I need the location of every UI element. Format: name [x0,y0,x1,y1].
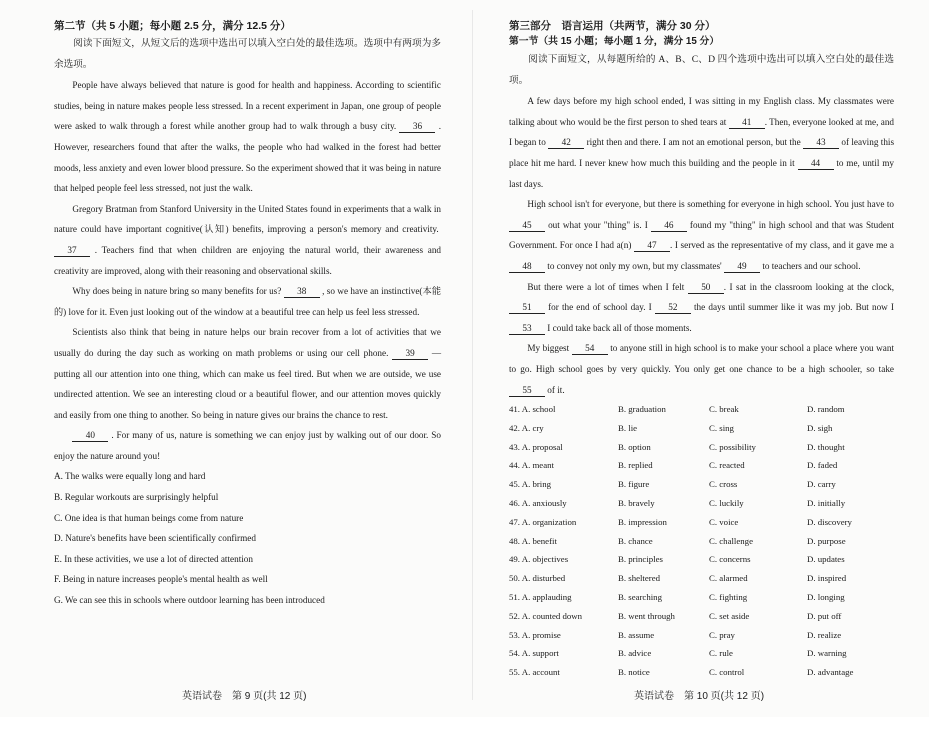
choice-c: C. fighting [709,592,748,603]
choice-d: D. discovery [807,516,852,527]
choice-d: D. updates [807,554,845,565]
choice-d: D. longing [807,592,845,603]
choice-b: B. principles [618,554,663,565]
blank-39: 39 [392,347,428,360]
choice-row-45 [509,475,894,494]
text: out what your "thing" is. I [548,219,648,230]
blank-41: 41 [729,116,765,129]
choice-a: 49. A. objectives [509,554,569,565]
text: . I served as the representative of my class, and it gave me a [670,240,894,251]
choice-c: C. possibility [709,441,756,452]
choice-a: 44. A. meant [509,460,554,471]
part-heading: 第三部分 语言运用（共两节，满分 30 分） [509,20,716,32]
choice-row-53 [509,626,894,645]
page-footer-9: 英语试卷 第 9 页(共 12 页) [182,691,307,702]
choice-row-44 [509,456,894,475]
choice-row-55 [509,663,894,682]
choice-row-54 [509,644,894,663]
choice-a: 51. A. applauding [509,592,572,603]
text: right then and there. I am not an emotional person, but the [586,137,801,148]
blank-42: 42 [548,136,584,149]
choice-a: 54. A. support [509,648,559,659]
blank-48: 48 [509,260,545,273]
text: My biggest [527,343,570,354]
choice-b: B. replied [618,460,653,471]
text: to anyone still in high school is to make your school a place where you want to go. High school goes by very quickly. You only get one chance to be a high schooler, so take [509,343,895,374]
blank-50: 50 [688,281,724,294]
section-heading: 第二节（共 5 小题；每小题 2.5 分，满分 12.5 分） [54,20,291,32]
text: I could take back all of those moments. [547,322,692,333]
section-heading: 第一节（共 15 小题；每小题 1 分，满分 15 分） [509,36,720,47]
choice-a: 55. A. account [509,667,560,678]
page-divider [472,10,473,700]
choice-b: B. graduation [618,404,666,415]
choice-b: B. notice [618,667,650,678]
text: A few days before my high school ended, I was sitting in my English class. My classmates were talking about who would be the first person to shed tears at [509,96,894,127]
paragraph-2 [509,194,894,276]
paragraph-2 [54,199,441,281]
choice-c: C. rule [709,648,733,659]
choice-a: 45. A. bring [509,479,552,490]
choice-d: D. random [807,404,845,415]
blank-37: 37 [54,244,90,257]
choice-row-52 [509,607,894,626]
text: found my "thing" in high school and that was Student Government. For once I had a(n) [509,219,895,251]
text: to convey not only my own, but my classmates' [547,260,722,271]
choice-a: 41. A. school [509,404,556,415]
text: , so we have an instinctive(本能的) love for it. Even just looking out of the window at a beautiful tree can help us feel less stressed. [54,286,442,317]
option-g: G. We can see this in schools where outdoor learning has been introduced [54,595,325,606]
choice-b: B. option [618,441,651,452]
page-footer-10: 英语试卷 第 10 页(共 12 页) [634,691,765,702]
text: Gregory Bratman from Stanford University in the United States found in experiments that a walk in nature could have important cognitive(认知) benefits, improving a person's memory and creativity. [54,203,441,235]
text: But there were a lot of times when I felt [527,281,685,292]
choice-b: B. chance [618,535,653,546]
text: . However, researchers found that after the walks, the people who had walked in the forest had better moods, less anxiety and even lower blood pressure. So the experiment showed that it was being in nature that helped people feel less stressed, not just the walk. [54,121,441,194]
blank-45: 45 [509,219,545,232]
text: High school isn't for everyone, but there is something for everyone in high school. You just have to [527,199,894,210]
paragraph-1 [54,75,441,199]
choice-b: B. lie [618,422,638,433]
choice-c: C. sing [709,422,734,433]
paragraph-3 [509,277,894,339]
choice-b: B. went through [618,610,675,621]
choice-c: C. luckily [709,498,744,509]
choice-d: D. carry [807,479,836,490]
text: the days until summer like it was my job. But now I [694,302,894,313]
choice-d: D. realize [807,629,842,640]
choice-a: 42. A. cry [509,422,544,433]
choice-c: C. reacted [709,460,745,471]
choice-d: D. thought [807,441,845,452]
paragraph-4 [509,338,894,400]
blank-54: 54 [572,342,608,355]
blank-49: 49 [724,260,760,273]
choice-b: B. impression [618,516,667,527]
choice-row-50 [509,569,894,588]
text: for the end of school day. I [548,302,652,313]
choice-row-51 [509,588,894,607]
choice-b: B. bravely [618,498,655,509]
choice-row-49 [509,550,894,569]
paragraph-3 [54,281,441,322]
option-list [54,466,441,610]
blank-55: 55 [509,384,545,397]
choice-d: D. sigh [807,422,833,433]
blank-51: 51 [509,301,545,314]
choice-row-48 [509,532,894,551]
blank-36: 36 [399,120,435,133]
choice-b: B. assume [618,629,655,640]
choice-b: B. figure [618,479,650,490]
choice-d: D. faded [807,460,838,471]
blank-46: 46 [651,219,687,232]
choice-a: 48. A. benefit [509,535,557,546]
choice-d: D. advantage [807,667,854,678]
instruction: 阅读下面短文，从每题所给的 A、B、C、D 四个选项中选出可以填入空白处的最佳选项。 [509,54,894,86]
choice-row-43 [509,438,894,457]
choice-row-46 [509,494,894,513]
choice-d: D. put off [807,610,842,621]
text: People have always believed that nature is good for health and happiness. According to scientific studies, being in nature makes people less stressed. In a recent experiment in Japan, one group of people were asked to walk through a forest while another group had to walk through a busy city. [54,80,441,132]
choice-row-42 [509,419,894,438]
paragraph-4 [54,322,441,425]
choice-table [509,400,894,682]
option-c: C. One idea is that human beings come from nature [54,512,244,523]
option-b: B. Regular workouts are surprisingly helpful [54,492,219,503]
paragraph-1 [509,91,894,194]
choice-d: D. initially [807,498,846,509]
choice-d: D. warning [807,648,847,659]
option-f: F. Being in nature increases people's mental health as well [54,574,268,585]
choice-c: C. pray [709,629,735,640]
option-d: D. Nature's benefits have been scientifically confirmed [54,533,256,544]
text: — putting all our attention into one thing, which can make us feel tired. But when we are outside, we use undirected attention. We see an interesting cloud or a beautiful flower, and our attention moves quickly and easily from one thing to another. So being in nature gives our brains the chance to rest. [54,347,441,420]
choice-a: 50. A. disturbed [509,573,566,584]
page-10 [509,18,894,735]
blank-38: 38 [284,285,320,298]
text: . Then, everyone looked at me, and I began to [509,116,895,148]
choice-a: 52. A. counted down [509,610,583,621]
choice-c: C. cross [709,479,738,490]
option-e: E. In these activities, we use a lot of directed attention [54,553,253,564]
blank-47: 47 [634,239,670,252]
choice-c: C. set aside [709,610,750,621]
choice-a: 47. A. organization [509,516,577,527]
option-a: A. The walks were equally long and hard [54,471,206,482]
choice-a: 43. A. proposal [509,441,563,452]
text: . I sat in the classroom looking at the clock, [723,281,895,292]
choice-row-47 [509,513,894,532]
choice-c: C. concerns [709,554,751,565]
blank-43: 43 [803,136,839,149]
choice-c: C. control [709,667,745,678]
text: to me, until my last days. [509,157,895,189]
choice-b: B. searching [618,592,662,603]
choice-a: 46. A. anxiously [509,498,567,509]
choice-c: C. challenge [709,535,753,546]
text: of it. [547,384,565,395]
choice-d: D. inspired [807,573,847,584]
choice-a: 53. A. promise [509,629,561,640]
text: . For many of us, nature is something we can enjoy just by walking out of our door. So enjoy the nature around you! [54,430,441,461]
instruction: 阅读下面短文，从短文后的选项中选出可以填入空白处的最佳选项。选项中有两项为多余选项。 [54,38,441,70]
blank-44: 44 [798,157,834,170]
text: . Teachers find that when children are enjoying the natural world, their awareness and creativity are improved, along with their reasoning and observational skills. [54,244,442,276]
paragraph-5 [54,425,441,466]
choice-c: C. voice [709,516,739,527]
blank-40: 40 [72,429,108,442]
choice-row-41 [509,400,894,419]
choice-d: D. purpose [807,535,846,546]
blank-53: 53 [509,322,545,335]
choice-b: B. sheltered [618,573,661,584]
choice-b: B. advice [618,648,652,659]
page-9 [54,18,441,735]
choice-c: C. break [709,404,739,415]
text: to teachers and our school. [762,260,861,271]
text: Scientists also think that being in nature helps our brain recover from a lot of activities that we usually do during the day such as working on math problems or using our cell phone. [54,327,441,358]
choice-c: C. alarmed [709,573,748,584]
blank-52: 52 [655,301,691,314]
text: of leaving this place hit me hard. I never knew how much this building and the people in it [509,137,895,168]
text: Why does being in nature bring so many benefits for us? [72,286,282,297]
